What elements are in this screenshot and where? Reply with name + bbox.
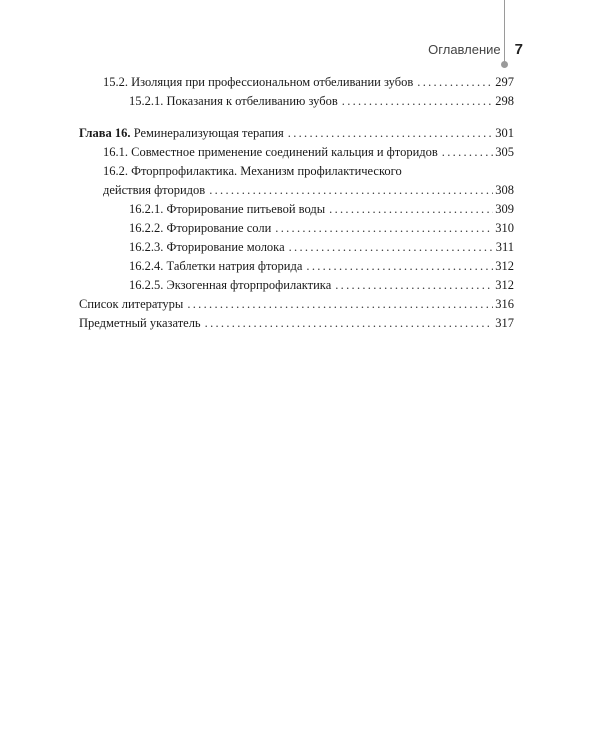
toc-entry-page: 312: [495, 278, 514, 292]
toc-entry-16-2-4[interactable]: [79, 257, 514, 276]
toc-entry-page: 297: [495, 75, 514, 89]
leader-dots: [417, 73, 493, 92]
toc-entry-page: 310: [495, 221, 514, 235]
header-rule-dot: [501, 61, 508, 68]
leader-dots: [275, 219, 493, 238]
chapter-label: Глава 16.: [79, 126, 131, 140]
toc-entry-title: 15.2. Изоляция при профессиональном отбеливании зубов: [103, 75, 414, 89]
toc-entry-title: 15.2.1. Показания к отбеливанию зубов: [129, 94, 338, 108]
toc-entry-page: 305: [495, 145, 514, 159]
toc-entry-title: 16.2.3. Фторирование молока: [129, 240, 285, 254]
toc-entry-16-2-1[interactable]: [79, 200, 514, 219]
leader-dots: [442, 143, 493, 162]
running-header: [428, 38, 523, 60]
toc-entry-title: 16.2.5. Экзогенная фторпрофилактика: [129, 278, 332, 292]
toc-entry-title: 16.1. Совместное применение соединений кальция и фторидов: [103, 145, 438, 159]
chapter-title: Реминерализующая терапия: [130, 126, 284, 140]
leader-dots: [288, 124, 493, 143]
toc-entry-title-line1: 16.2. Фторпрофилактика. Механизм профилактического: [103, 164, 402, 178]
toc-entry-page: 311: [495, 240, 514, 254]
toc-entry-15-2-1[interactable]: [79, 92, 514, 111]
toc-entry-16-2-5[interactable]: [79, 276, 514, 295]
leader-dots: [306, 257, 493, 276]
toc-entry-subject-index[interactable]: [79, 314, 514, 333]
header-title: Оглавление: [428, 41, 501, 57]
toc-entry-page: 312: [495, 259, 514, 273]
toc-entry-title: Список литературы: [79, 297, 184, 311]
toc-entry-bibliography[interactable]: [79, 295, 514, 314]
toc-entry-15-2[interactable]: [79, 73, 514, 92]
toc-entry-page: 309: [495, 202, 514, 216]
toc-entry-title: 16.2.1. Фторирование питьевой воды: [129, 202, 326, 216]
toc-entry-page: 316: [495, 297, 514, 311]
leader-dots: [209, 181, 493, 200]
toc-entry-title: 16.2.2. Фторирование соли: [129, 221, 272, 235]
leader-dots: [342, 92, 493, 111]
toc-entry-title: Предметный указатель: [79, 316, 201, 330]
toc-entry-16-2-2[interactable]: [79, 219, 514, 238]
toc-entry-page: 301: [495, 126, 514, 140]
leader-dots: [187, 295, 493, 314]
toc-entry-page: 298: [495, 94, 514, 108]
toc-entry-title: [79, 124, 284, 143]
leader-dots: [205, 314, 494, 333]
leader-dots: [289, 238, 494, 257]
page-number: 7: [514, 40, 523, 58]
toc-entry-title: 16.2.4. Таблетки натрия фторида: [129, 259, 303, 273]
toc-entry-16-2-3[interactable]: [79, 238, 514, 257]
header-rule: [504, 0, 505, 64]
table-of-contents: [79, 73, 514, 333]
toc-entry-chapter-16[interactable]: [79, 124, 514, 143]
toc-entry-16-1[interactable]: [79, 143, 514, 162]
leader-dots: [329, 200, 493, 219]
leader-dots: [335, 276, 493, 295]
toc-entry-title-line2: действия фторидов: [103, 183, 206, 197]
toc-entry-page: 308: [495, 183, 514, 197]
toc-entry-page: 317: [495, 316, 514, 330]
toc-entry-16-2[interactable]: [79, 162, 514, 200]
